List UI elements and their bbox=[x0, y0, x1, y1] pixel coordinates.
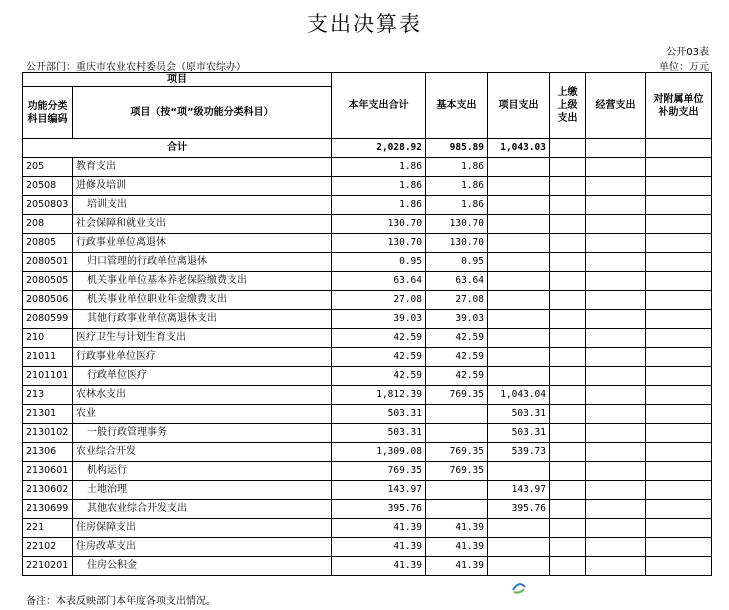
row-name: 行政事业单位医疗 bbox=[73, 348, 332, 367]
row-total: 63.64 bbox=[332, 272, 426, 291]
row-upper bbox=[550, 310, 586, 329]
row-upper bbox=[550, 215, 586, 234]
total-row bbox=[23, 139, 712, 158]
row-code: 210 bbox=[23, 329, 73, 348]
table-row bbox=[23, 386, 712, 405]
row-total: 130.70 bbox=[332, 234, 426, 253]
row-subsidy bbox=[646, 177, 712, 196]
row-upper bbox=[550, 481, 586, 500]
total-basic: 985.89 bbox=[426, 139, 488, 158]
table-row bbox=[23, 253, 712, 272]
row-subsidy bbox=[646, 500, 712, 519]
table-row bbox=[23, 519, 712, 538]
table-row bbox=[23, 462, 712, 481]
row-total: 503.31 bbox=[332, 405, 426, 424]
total-label: 合计 bbox=[23, 139, 332, 158]
row-business bbox=[586, 424, 646, 443]
row-basic: 27.08 bbox=[426, 291, 488, 310]
row-name: 住房公积金 bbox=[73, 557, 332, 576]
table-row bbox=[23, 291, 712, 310]
row-code: 21301 bbox=[23, 405, 73, 424]
row-name: 医疗卫生与计划生育支出 bbox=[73, 329, 332, 348]
row-total: 27.08 bbox=[332, 291, 426, 310]
row-upper bbox=[550, 519, 586, 538]
row-project bbox=[488, 158, 550, 177]
row-basic: 769.35 bbox=[426, 443, 488, 462]
row-total: 769.35 bbox=[332, 462, 426, 481]
row-total: 0.95 bbox=[332, 253, 426, 272]
row-subsidy bbox=[646, 272, 712, 291]
row-business bbox=[586, 177, 646, 196]
row-total: 1,812.39 bbox=[332, 386, 426, 405]
row-basic: 41.39 bbox=[426, 519, 488, 538]
row-name: 住房保障支出 bbox=[73, 519, 332, 538]
row-subsidy bbox=[646, 462, 712, 481]
row-project: 503.31 bbox=[488, 405, 550, 424]
row-code: 2130601 bbox=[23, 462, 73, 481]
row-basic bbox=[426, 500, 488, 519]
row-business bbox=[586, 158, 646, 177]
row-subsidy bbox=[646, 367, 712, 386]
row-upper bbox=[550, 272, 586, 291]
expenditure-table bbox=[22, 72, 712, 576]
row-upper bbox=[550, 196, 586, 215]
row-name: 一般行政管理事务 bbox=[73, 424, 332, 443]
row-basic bbox=[426, 405, 488, 424]
row-total: 42.59 bbox=[332, 367, 426, 386]
row-project bbox=[488, 557, 550, 576]
row-subsidy bbox=[646, 519, 712, 538]
row-subsidy bbox=[646, 481, 712, 500]
row-code: 2080505 bbox=[23, 272, 73, 291]
row-upper bbox=[550, 538, 586, 557]
row-total: 41.39 bbox=[332, 538, 426, 557]
row-code: 20805 bbox=[23, 234, 73, 253]
table-row bbox=[23, 538, 712, 557]
row-total: 395.76 bbox=[332, 500, 426, 519]
row-upper bbox=[550, 177, 586, 196]
row-project bbox=[488, 538, 550, 557]
table-row bbox=[23, 348, 712, 367]
row-basic: 1.86 bbox=[426, 196, 488, 215]
header-business: 经营支出 bbox=[586, 73, 646, 139]
row-upper bbox=[550, 405, 586, 424]
table-row bbox=[23, 367, 712, 386]
table-row bbox=[23, 500, 712, 519]
row-project bbox=[488, 253, 550, 272]
row-project bbox=[488, 234, 550, 253]
row-basic: 39.03 bbox=[426, 310, 488, 329]
row-business bbox=[586, 215, 646, 234]
row-upper bbox=[550, 367, 586, 386]
row-name: 农业 bbox=[73, 405, 332, 424]
row-code: 2080599 bbox=[23, 310, 73, 329]
total-upper bbox=[550, 139, 586, 158]
row-subsidy bbox=[646, 253, 712, 272]
row-total: 41.39 bbox=[332, 557, 426, 576]
row-basic: 42.59 bbox=[426, 367, 488, 386]
header-subsidy: 对附属单位补助支出 bbox=[646, 73, 712, 139]
row-code: 221 bbox=[23, 519, 73, 538]
row-project bbox=[488, 519, 550, 538]
total-subsidy bbox=[646, 139, 712, 158]
row-name: 土地治理 bbox=[73, 481, 332, 500]
row-subsidy bbox=[646, 196, 712, 215]
row-total: 503.31 bbox=[332, 424, 426, 443]
row-business bbox=[586, 462, 646, 481]
row-code: 2050803 bbox=[23, 196, 73, 215]
row-upper bbox=[550, 443, 586, 462]
row-upper bbox=[550, 291, 586, 310]
row-total: 41.39 bbox=[332, 519, 426, 538]
row-subsidy bbox=[646, 538, 712, 557]
row-basic: 1.86 bbox=[426, 177, 488, 196]
row-basic: 769.35 bbox=[426, 386, 488, 405]
row-business bbox=[586, 367, 646, 386]
row-code: 20508 bbox=[23, 177, 73, 196]
row-basic: 130.70 bbox=[426, 234, 488, 253]
row-code: 2210201 bbox=[23, 557, 73, 576]
row-code: 2130699 bbox=[23, 500, 73, 519]
row-business bbox=[586, 329, 646, 348]
row-name: 农林水支出 bbox=[73, 386, 332, 405]
row-subsidy bbox=[646, 234, 712, 253]
row-name: 行政单位医疗 bbox=[73, 367, 332, 386]
row-upper bbox=[550, 158, 586, 177]
header-item-group: 项目 bbox=[23, 73, 332, 87]
row-business bbox=[586, 234, 646, 253]
row-upper bbox=[550, 386, 586, 405]
header-total: 本年支出合计 bbox=[332, 73, 426, 139]
header-code: 功能分类科目编码 bbox=[23, 87, 73, 139]
total-project: 1,043.03 bbox=[488, 139, 550, 158]
row-name: 其他行政事业单位离退休支出 bbox=[73, 310, 332, 329]
row-project: 395.76 bbox=[488, 500, 550, 519]
row-project bbox=[488, 196, 550, 215]
row-total: 1.86 bbox=[332, 158, 426, 177]
table-row bbox=[23, 557, 712, 576]
row-business bbox=[586, 500, 646, 519]
row-business bbox=[586, 557, 646, 576]
table-row bbox=[23, 177, 712, 196]
table-row bbox=[23, 329, 712, 348]
row-name: 其他农业综合开发支出 bbox=[73, 500, 332, 519]
row-basic: 1.86 bbox=[426, 158, 488, 177]
page-title: 支出决算表 bbox=[307, 12, 422, 36]
row-basic: 42.59 bbox=[426, 329, 488, 348]
row-code: 208 bbox=[23, 215, 73, 234]
row-project bbox=[488, 348, 550, 367]
row-business bbox=[586, 519, 646, 538]
row-upper bbox=[550, 557, 586, 576]
header-upper: 上缴上级支出 bbox=[550, 73, 586, 139]
row-name: 行政事业单位离退休 bbox=[73, 234, 332, 253]
row-subsidy bbox=[646, 158, 712, 177]
row-upper bbox=[550, 253, 586, 272]
row-name: 住房改革支出 bbox=[73, 538, 332, 557]
row-project: 503.31 bbox=[488, 424, 550, 443]
header-name: 项目（按“项”级功能分类科目） bbox=[73, 87, 332, 139]
row-basic bbox=[426, 424, 488, 443]
row-name: 农业综合开发 bbox=[73, 443, 332, 462]
footnote: 备注：本表反映部门本年度各项支出情况。 bbox=[26, 596, 216, 607]
row-name: 机构运行 bbox=[73, 462, 332, 481]
row-business bbox=[586, 253, 646, 272]
table-row bbox=[23, 405, 712, 424]
row-code: 2101101 bbox=[23, 367, 73, 386]
row-project: 539.73 bbox=[488, 443, 550, 462]
row-project bbox=[488, 291, 550, 310]
row-basic bbox=[426, 481, 488, 500]
row-project bbox=[488, 462, 550, 481]
row-basic: 0.95 bbox=[426, 253, 488, 272]
logo-icon bbox=[512, 582, 526, 594]
row-business bbox=[586, 443, 646, 462]
row-project bbox=[488, 177, 550, 196]
row-subsidy bbox=[646, 329, 712, 348]
row-project bbox=[488, 367, 550, 386]
row-project: 143.97 bbox=[488, 481, 550, 500]
row-project bbox=[488, 310, 550, 329]
row-basic: 130.70 bbox=[426, 215, 488, 234]
row-business bbox=[586, 291, 646, 310]
row-business bbox=[586, 405, 646, 424]
row-subsidy bbox=[646, 291, 712, 310]
row-subsidy bbox=[646, 215, 712, 234]
department-label: 公开部门：重庆市农业农村委员会（原市农综办） bbox=[26, 62, 246, 73]
row-total: 1,309.08 bbox=[332, 443, 426, 462]
table-row bbox=[23, 234, 712, 253]
row-total: 1.86 bbox=[332, 177, 426, 196]
row-total: 42.59 bbox=[332, 348, 426, 367]
row-total: 143.97 bbox=[332, 481, 426, 500]
row-upper bbox=[550, 500, 586, 519]
row-code: 213 bbox=[23, 386, 73, 405]
row-subsidy bbox=[646, 310, 712, 329]
table-row bbox=[23, 272, 712, 291]
table-row bbox=[23, 196, 712, 215]
row-business bbox=[586, 196, 646, 215]
total-business bbox=[586, 139, 646, 158]
row-name: 机关事业单位基本养老保险缴费支出 bbox=[73, 272, 332, 291]
row-upper bbox=[550, 424, 586, 443]
row-upper bbox=[550, 234, 586, 253]
table-row bbox=[23, 443, 712, 462]
row-code: 21306 bbox=[23, 443, 73, 462]
row-upper bbox=[550, 348, 586, 367]
table-row bbox=[23, 310, 712, 329]
form-number: 公开03表 bbox=[666, 47, 709, 58]
row-business bbox=[586, 310, 646, 329]
row-code: 21011 bbox=[23, 348, 73, 367]
row-basic: 41.39 bbox=[426, 538, 488, 557]
row-subsidy bbox=[646, 405, 712, 424]
row-basic: 63.64 bbox=[426, 272, 488, 291]
row-total: 42.59 bbox=[332, 329, 426, 348]
row-project bbox=[488, 272, 550, 291]
row-total: 1.86 bbox=[332, 196, 426, 215]
table-row bbox=[23, 158, 712, 177]
row-project: 1,043.04 bbox=[488, 386, 550, 405]
row-business bbox=[586, 538, 646, 557]
row-code: 2130602 bbox=[23, 481, 73, 500]
table-row bbox=[23, 215, 712, 234]
row-subsidy bbox=[646, 424, 712, 443]
row-name: 机关事业单位职业年金缴费支出 bbox=[73, 291, 332, 310]
row-business bbox=[586, 272, 646, 291]
table-row bbox=[23, 481, 712, 500]
row-subsidy bbox=[646, 386, 712, 405]
row-upper bbox=[550, 329, 586, 348]
row-name: 培训支出 bbox=[73, 196, 332, 215]
row-project bbox=[488, 329, 550, 348]
header-project: 项目支出 bbox=[488, 73, 550, 139]
table-row bbox=[23, 424, 712, 443]
row-basic: 769.35 bbox=[426, 462, 488, 481]
row-basic: 42.59 bbox=[426, 348, 488, 367]
row-code: 22102 bbox=[23, 538, 73, 557]
unit-label: 单位：万元 bbox=[659, 62, 709, 73]
row-project bbox=[488, 215, 550, 234]
row-code: 2080506 bbox=[23, 291, 73, 310]
row-business bbox=[586, 386, 646, 405]
row-name: 社会保障和就业支出 bbox=[73, 215, 332, 234]
row-business bbox=[586, 348, 646, 367]
row-total: 39.03 bbox=[332, 310, 426, 329]
row-subsidy bbox=[646, 557, 712, 576]
row-code: 205 bbox=[23, 158, 73, 177]
row-subsidy bbox=[646, 443, 712, 462]
row-total: 130.70 bbox=[332, 215, 426, 234]
row-upper bbox=[550, 462, 586, 481]
row-business bbox=[586, 481, 646, 500]
row-name: 进修及培训 bbox=[73, 177, 332, 196]
header-basic: 基本支出 bbox=[426, 73, 488, 139]
row-basic: 41.39 bbox=[426, 557, 488, 576]
row-code: 2130102 bbox=[23, 424, 73, 443]
row-code: 2080501 bbox=[23, 253, 73, 272]
row-subsidy bbox=[646, 348, 712, 367]
total-sum: 2,028.92 bbox=[332, 139, 426, 158]
row-name: 教育支出 bbox=[73, 158, 332, 177]
row-name: 归口管理的行政单位离退休 bbox=[73, 253, 332, 272]
